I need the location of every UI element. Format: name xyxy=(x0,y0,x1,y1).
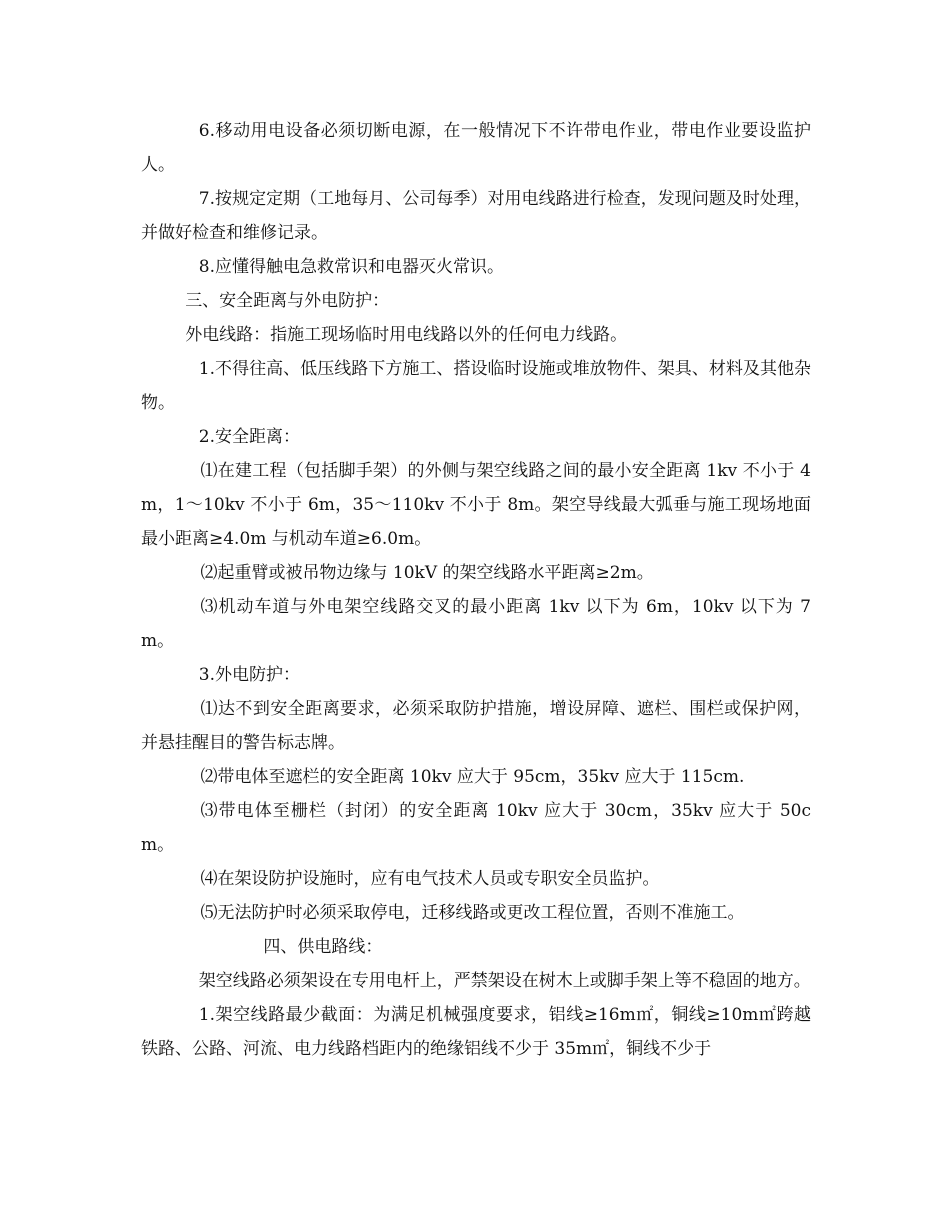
section-heading-3: 三、安全距离与外电防护： xyxy=(185,291,390,311)
paragraph-protect-1: ⑴达不到安全距离要求，必须采取防护措施，增设屏障、遮栏、围栏或保护网，并悬挂醒目的警告标志牌。 xyxy=(141,699,811,753)
paragraph-sub-2: ⑵起重臂或被吊物边缘与 10kV 的架空线路水平距离≥2m。 xyxy=(200,563,654,583)
paragraph-cross-section: 1.架空线路最少截面：为满足机械强度要求，铝线≥16m㎡，铜线≥10m㎡跨越铁路、公路、河流、电力线路档距内的绝缘铝线不少于 35m㎡，铜线不少于 xyxy=(141,1005,811,1059)
paragraph-protect-5: ⑸无法防护时必须采取停电，迁移线路或更改工程位置，否则不准施工。 xyxy=(200,903,745,923)
paragraph-item-3: 3.外电防护： xyxy=(198,665,301,685)
paragraph-rule-6: 6.移动用电设备必须切断电源，在一般情况下不许带电作业，带电作业要设监护人。 xyxy=(141,121,811,175)
paragraph-rule-8: 8.应懂得触电急救常识和电器灭火常识。 xyxy=(198,257,505,277)
paragraph-sub-3: ⑶机动车道与外电架空线路交叉的最小距离 1kv 以下为 6m，10kv 以下为 7m。 xyxy=(141,597,811,651)
paragraph-overhead-line: 架空线路必须架设在专用电杆上，严禁架设在树木上或脚手架上等不稳固的地方。 xyxy=(198,971,811,991)
paragraph-protect-2: ⑵带电体至遮栏的安全距离 10kv 应大于 95cm，35kv 应大于 115cm. xyxy=(200,767,745,787)
paragraph-definition: 外电线路：指施工现场临时用电线路以外的任何电力线路。 xyxy=(185,325,628,345)
paragraph-rule-7: 7.按规定定期（工地每月、公司每季）对用电线路进行检查，发现问题及时处理，并做好检查和维修记录。 xyxy=(141,189,811,243)
paragraph-sub-1: ⑴在建工程（包括脚手架）的外侧与架空线路之间的最小安全距离 1kv 不小于 4m，1～10kv 不小于 6m，35～110kv 不小于 8m。架空导线最大弧垂与施工现场地面最小距离≥4.0m 与机动车道≥6.0m。 xyxy=(141,461,811,549)
paragraph-item-1: 1.不得往高、低压线路下方施工、搭设临时设施或堆放物件、架具、材料及其他杂物。 xyxy=(141,359,811,413)
paragraph-protect-3: ⑶带电体至栅栏（封闭）的安全距离 10kv 应大于 30cm，35kv 应大于 50cm。 xyxy=(141,801,811,855)
paragraph-protect-4: ⑷在架设防护设施时，应有电气技术人员或专职安全员监护。 xyxy=(200,869,660,889)
document-body xyxy=(141,114,811,1066)
paragraph-item-2: 2.安全距离： xyxy=(198,427,301,447)
section-heading-4: 四、供电路线： xyxy=(263,937,383,957)
